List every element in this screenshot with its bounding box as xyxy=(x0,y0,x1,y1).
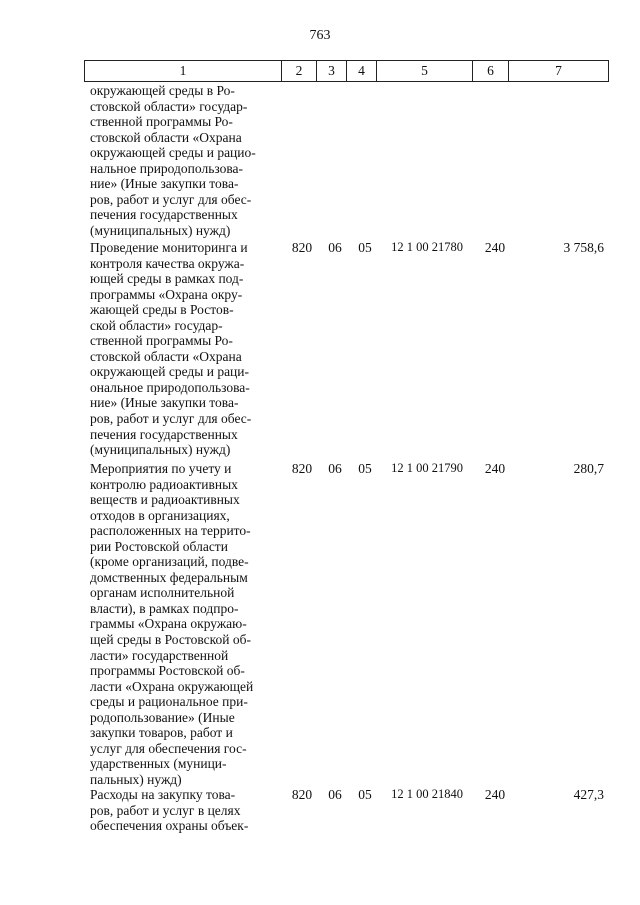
header-col-1: 1 xyxy=(84,60,281,82)
description-line: программы «Охрана окру- xyxy=(90,286,243,302)
description-line: ональное природопользова- xyxy=(90,379,250,395)
description-line: (муниципальных) нужд) xyxy=(90,442,231,458)
description-line: печения государственных xyxy=(90,426,238,442)
cell-section-code: 06 xyxy=(328,461,342,476)
description-line: программы Ростовской об- xyxy=(90,663,245,679)
page-number: 763 xyxy=(309,28,331,43)
description-line: услуг для обеспечения гос- xyxy=(90,740,247,756)
header-col-2: 2 xyxy=(281,60,316,82)
description-line: ров, работ и услуг в целях xyxy=(90,802,241,818)
cell-subsection-code: 05 xyxy=(358,787,372,802)
cell-amount: 3 758,6 xyxy=(563,240,604,255)
description-line: ров, работ и услуг для обес- xyxy=(90,411,252,427)
description-line: окружающей среды и раци- xyxy=(90,364,250,380)
header-col-7: 7 xyxy=(508,60,609,82)
description-line: щей среды в Ростовской об- xyxy=(90,632,251,648)
description-line: стовской области «Охрана xyxy=(90,348,242,364)
row-description xyxy=(90,240,276,458)
description-line: ственной программы Ро- xyxy=(90,114,233,130)
cell-target-article-code: 12 1 00 21780 xyxy=(391,240,463,254)
description-line: контролю радиоактивных xyxy=(90,476,238,492)
description-line: отходов в организациях, xyxy=(90,507,230,523)
cell-target-article-code: 12 1 00 21840 xyxy=(391,787,463,801)
cell-expense-type-code: 240 xyxy=(484,787,506,802)
header-col-3: 3 xyxy=(316,60,346,82)
description-line: Проведение мониторинга и xyxy=(90,240,248,255)
description-line: домственных федеральным xyxy=(90,569,248,585)
cell-ministry-code: 820 xyxy=(291,787,313,802)
row-description xyxy=(90,83,276,238)
header-col-4: 4 xyxy=(346,60,376,82)
description-line: рии Ростовской области xyxy=(90,538,228,554)
description-line: власти), в рамках подпро- xyxy=(90,600,239,616)
cell-target-article-code: 12 1 00 21790 xyxy=(391,461,463,475)
description-line: Мероприятия по учету и xyxy=(90,461,232,476)
cell-subsection-code: 05 xyxy=(358,240,372,255)
cell-ministry-code: 820 xyxy=(291,240,313,255)
header-col-5: 5 xyxy=(376,60,472,82)
cell-amount: 427,3 xyxy=(573,787,604,802)
description-line: ласти» государственной xyxy=(90,647,229,663)
description-line: (муниципальных) нужд) xyxy=(90,222,231,238)
description-line: обеспечения охраны объек- xyxy=(90,818,249,834)
table-header-row xyxy=(84,60,609,82)
cell-section-code: 06 xyxy=(328,240,342,255)
description-line: ние» (Иные закупки това- xyxy=(90,395,239,411)
description-line: жающей среды в Ростов- xyxy=(90,302,234,318)
description-line: пальных) нужд) xyxy=(90,771,182,787)
description-line: стовской области «Охрана xyxy=(90,129,242,145)
row-description xyxy=(90,787,276,834)
description-line: окружающей среды в Ро- xyxy=(90,83,235,98)
description-line: граммы «Охрана окружаю- xyxy=(90,616,247,632)
description-line: ласти «Охрана окружающей xyxy=(90,678,254,694)
row-description xyxy=(90,461,276,787)
description-line: (кроме организаций, подве- xyxy=(90,554,249,570)
description-line: закупки товаров, работ и xyxy=(90,725,233,741)
description-line: родопользование» (Иные xyxy=(90,709,235,725)
description-line: веществ и радиоактивных xyxy=(90,492,240,508)
description-line: Расходы на закупку това- xyxy=(90,787,236,802)
cell-expense-type-code: 240 xyxy=(484,240,506,255)
header-col-6: 6 xyxy=(472,60,508,82)
cell-section-code: 06 xyxy=(328,787,342,802)
description-line: нальное природопользова- xyxy=(90,160,244,176)
cell-subsection-code: 05 xyxy=(358,461,372,476)
description-line: окружающей среды и рацио- xyxy=(90,145,256,161)
description-line: ской области» государ- xyxy=(90,317,223,333)
description-line: расположенных на террито- xyxy=(90,523,251,539)
description-line: ющей среды в рамках под- xyxy=(90,271,244,287)
description-line: ственной программы Ро- xyxy=(90,333,233,349)
cell-expense-type-code: 240 xyxy=(484,461,506,476)
description-line: ударственных (муници- xyxy=(90,756,227,772)
cell-amount: 280,7 xyxy=(573,461,604,476)
description-line: печения государственных xyxy=(90,207,238,223)
cell-ministry-code: 820 xyxy=(291,461,313,476)
description-line: ние» (Иные закупки това- xyxy=(90,176,239,192)
description-line: стовской области» государ- xyxy=(90,98,248,114)
description-line: среды и рациональное при- xyxy=(90,694,248,710)
description-line: органам исполнительной xyxy=(90,585,235,601)
description-line: ров, работ и услуг для обес- xyxy=(90,191,252,207)
description-line: контроля качества окружа- xyxy=(90,255,245,271)
